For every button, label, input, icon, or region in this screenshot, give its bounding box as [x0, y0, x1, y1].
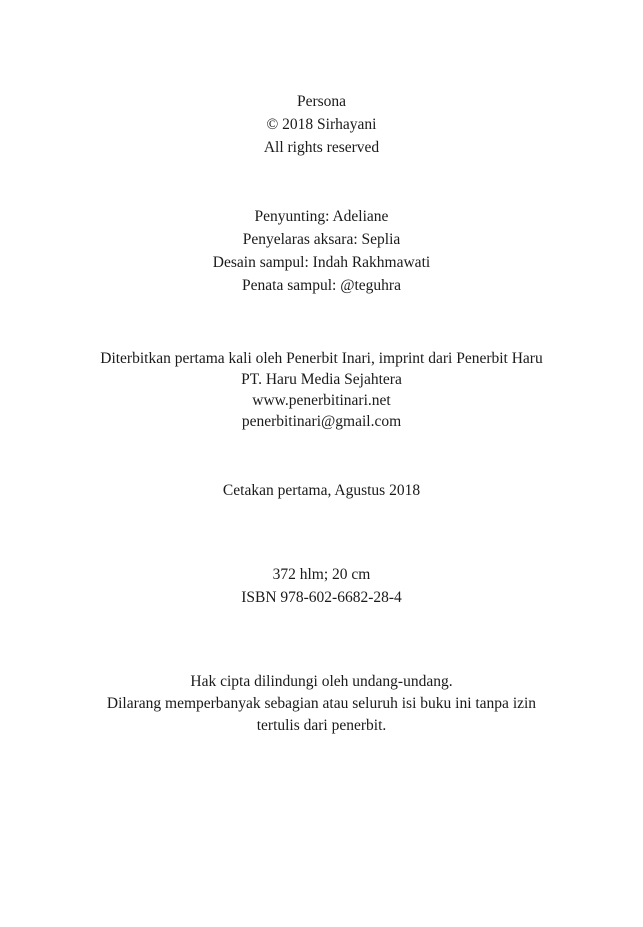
book-title: Persona — [296, 93, 347, 110]
page-count-size: 372 hlm; 20 cm — [272, 566, 371, 583]
copyright-notice-line-2: Dilarang memperbanyak sebagian atau seluruh isi buku ini tanpa izin — [106, 695, 537, 712]
copyright-line: © 2018 Sirhayani — [266, 116, 377, 133]
copyright-notice-line-3: tertulis dari penerbit. — [256, 717, 387, 734]
publisher-block — [0, 348, 643, 432]
editor-credit: Penyunting: Adeliane — [254, 208, 389, 225]
cover-design-credit: Desain sampul: Indah Rakhmawati — [212, 254, 431, 271]
proofreader-credit: Penyelaras aksara: Seplia — [242, 231, 401, 248]
printing-block — [0, 479, 643, 502]
specs-block — [0, 563, 643, 609]
publisher-email: penerbitinari@gmail.com — [241, 413, 402, 430]
title-block — [0, 90, 643, 159]
edition-line: Cetakan pertama, Agustus 2018 — [222, 482, 421, 499]
credits-block — [0, 205, 643, 297]
copyright-notice-block — [0, 671, 643, 737]
published-by-line: Diterbitkan pertama kali oleh Penerbit Inari, imprint dari Penerbit Haru — [100, 350, 543, 367]
isbn-line: ISBN 978-602-6682-28-4 — [241, 589, 402, 606]
cover-layout-credit: Penata sampul: @teguhra — [242, 277, 401, 294]
publisher-company: PT. Haru Media Sejahtera — [241, 371, 402, 388]
publisher-website: www.penerbitinari.net — [252, 392, 391, 409]
copyright-notice-line-1: Hak cipta dilindungi oleh undang-undang. — [190, 673, 453, 690]
rights-line: All rights reserved — [263, 139, 380, 156]
